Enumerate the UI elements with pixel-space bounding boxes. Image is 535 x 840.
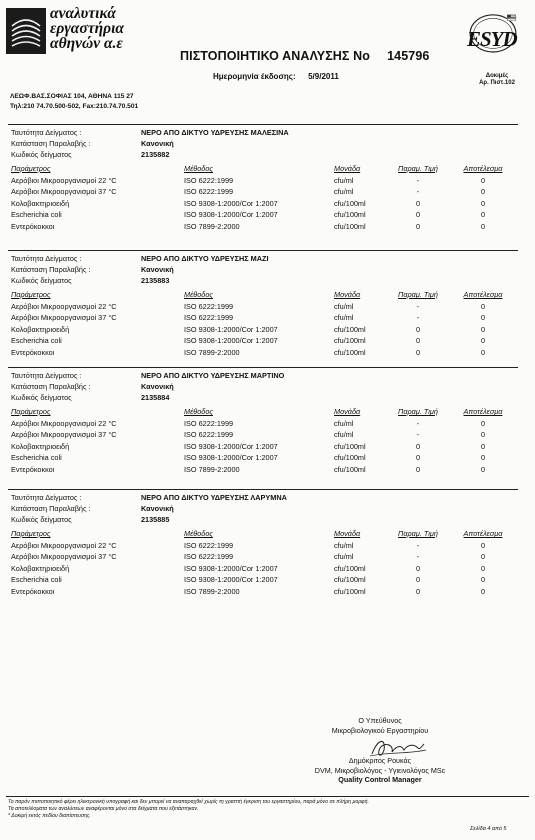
table-row-parameter: Αερόβιοι Μικροοργανισμοί 37 °C <box>11 313 117 323</box>
accreditation-caption <box>462 73 532 87</box>
issue-date-value: 5/9/2011 <box>308 72 339 81</box>
table-row-method: ISO 6222:1999 <box>184 419 234 428</box>
table-row-unit: cfu/ml <box>334 419 354 428</box>
table-row-unit: cfu/ml <box>334 187 354 197</box>
footnote-2: Τα αποτελέσματα των αναλύσεων αναφέρονται μόνο στα δείγματα που εξετάστηκαν. <box>8 806 199 812</box>
table-row-result: 0 <box>480 187 486 197</box>
sample-code-label: Κωδικός δείγματος <box>11 276 72 285</box>
sample-identity-value: ΝΕΡΟ ΑΠΟ ΔΙΚΤΥΟ ΥΔΡΕΥΣΗΣ ΜΑΛΕΣΙΝΑ <box>141 128 289 137</box>
page-number: Σελίδα 4 από 5 <box>470 826 507 832</box>
column-header-method: Μέθοδος <box>184 529 213 538</box>
signatory-name: Δημόκριτος Ρουκάς <box>348 756 412 765</box>
table-row-parameter: Escherichia coli <box>11 453 62 463</box>
table-row-unit: cfu/ml <box>334 552 354 562</box>
company-name <box>50 6 170 51</box>
contact-line: Τηλ:210 74.70.500-502, Fax:210.74.70.501 <box>10 102 139 110</box>
table-row-result: 0 <box>480 302 486 311</box>
sample-code-value: 2135882 <box>141 150 170 159</box>
table-row-result: 0 <box>480 313 486 323</box>
sample-state-value: Κανονική <box>141 265 174 274</box>
sample-identity-value: ΝΕΡΟ ΑΠΟ ΔΙΚΤΥΟ ΥΔΡΕΥΣΗΣ ΜΑΡΤΙΝΟ <box>141 371 285 380</box>
column-header-method: Μέθοδος <box>184 164 213 173</box>
signatory-role: Quality Control Manager <box>338 775 422 784</box>
column-header-limit: Παραμ. Τιμή <box>398 529 438 538</box>
table-row-method: ISO 9308-1:2000/Cor 1:2007 <box>184 563 278 573</box>
table-row-limit: - <box>416 313 420 323</box>
table-row-limit: 0 <box>415 347 421 357</box>
signature-role-line2: Μικροβιολογικού Εργαστηρίου <box>331 725 429 735</box>
table-row-result: 0 <box>480 552 486 562</box>
table-row-unit: cfu/ml <box>334 302 354 311</box>
table-row-result: 0 <box>480 336 486 346</box>
esyd-logo-text: ESYD <box>467 27 517 51</box>
table-row-method: ISO 9308-1:2000/Cor 1:2007 <box>184 336 278 346</box>
table-row-parameter: Κολοβακτηριοειδή <box>11 441 70 451</box>
table-row-unit: cfu/100ml <box>334 575 366 585</box>
sample-code-value: 2135883 <box>141 276 170 285</box>
table-row-unit: cfu/100ml <box>334 324 366 334</box>
issue-date-label: Ημερομηνία έκδοσης: <box>213 72 296 81</box>
table-row-method: ISO 9308-1:2000/Cor 1:2007 <box>184 324 278 334</box>
table-row-result: 0 <box>480 441 486 451</box>
table-row-unit: cfu/ml <box>334 430 354 440</box>
table-row-unit: cfu/100ml <box>334 453 366 463</box>
table-row-method: ISO 6222:1999 <box>184 430 234 440</box>
sample-code-value: 2135885 <box>141 515 170 524</box>
table-row-method: ISO 7899-2:2000 <box>184 221 240 231</box>
column-header-parameter: Παράμετρος <box>11 290 51 299</box>
table-row-parameter: Εντερόκοκκοι <box>11 586 55 596</box>
table-row-method: ISO 6222:1999 <box>184 552 234 562</box>
column-header-unit: Μονάδα <box>334 407 361 416</box>
table-row-result: 0 <box>480 324 486 334</box>
table-row-method: ISO 9308-1:2000/Cor 1:2007 <box>184 441 278 451</box>
certificate-title-text: ΠΙΣΤΟΠΟΙΗΤΙΚΟ ΑΝΑΛΥΣΗΣ Νο <box>180 49 370 63</box>
company-logo-icon <box>6 8 46 54</box>
table-row-result: 0 <box>480 347 486 357</box>
table-row-limit: 0 <box>415 210 421 220</box>
table-row-unit: cfu/100ml <box>334 198 366 208</box>
footnote-3: * Δοκιμή εκτός πεδίου διαπίστευσης. <box>8 813 91 819</box>
table-row-result: 0 <box>480 464 486 474</box>
column-header-parameter: Παράμετρος <box>11 407 51 416</box>
table-row-parameter: Εντερόκοκκοι <box>11 464 55 474</box>
table-row-method: ISO 9308-1:2000/Cor 1:2007 <box>184 210 278 220</box>
column-header-parameter: Παράμετρος <box>11 164 51 173</box>
table-row-result: 0 <box>480 210 486 220</box>
certificate-number: 145796 <box>387 49 430 63</box>
table-row-unit: cfu/ml <box>334 176 354 185</box>
table-row-parameter: Εντερόκοκκοι <box>11 347 55 357</box>
table-row-parameter: Escherichia coli <box>11 336 62 346</box>
column-header-result: Αποτέλεσμα <box>463 164 503 173</box>
table-row-result: 0 <box>480 586 486 596</box>
table-row-limit: 0 <box>415 575 421 585</box>
column-header-limit: Παραμ. Τιμή <box>398 407 438 416</box>
table-row-unit: cfu/ml <box>334 541 354 550</box>
table-row-method: ISO 6222:1999 <box>184 176 234 185</box>
signature-role-line1: Ο Υπεύθυνος <box>358 716 402 725</box>
table-row-parameter: Escherichia coli <box>11 575 62 585</box>
table-row-result: 0 <box>480 453 486 463</box>
table-row-limit: - <box>416 187 420 197</box>
table-row-limit: - <box>416 176 420 185</box>
table-row-method: ISO 6222:1999 <box>184 302 234 311</box>
table-row-parameter: Αερόβιοι Μικροοργανισμοί 22 °C <box>11 176 117 185</box>
column-header-method: Μέθοδος <box>184 290 213 299</box>
signature-block <box>270 716 490 735</box>
sample-section <box>8 367 518 484</box>
signatory-title: DVM, Μικροβιολόγος - Υγιεινολόγος MSc <box>314 765 446 775</box>
footnote-1: Το παρόν πιστοποιητικό φέρει ηλεκτρονική υπογραφή και δεν μπορεί να αναπαραχθεί χωρίς τη γραπτή έγκριση του εργαστηρίου, παρά μόνο σε πλήρη μορφή. <box>8 799 369 805</box>
table-row-unit: cfu/100ml <box>334 441 366 451</box>
column-header-unit: Μονάδα <box>334 164 361 173</box>
table-row-parameter: Αερόβιοι Μικροοργανισμοί 37 °C <box>11 552 117 562</box>
table-row-parameter: Αερόβιοι Μικροοργανισμοί 22 °C <box>11 419 117 428</box>
accreditation-caption-line2: Αρ. Πιστ.102 <box>479 80 515 86</box>
table-row-limit: 0 <box>415 336 421 346</box>
table-row-method: ISO 7899-2:2000 <box>184 586 240 596</box>
sample-state-value: Κανονική <box>141 504 174 513</box>
table-row-result: 0 <box>480 575 486 585</box>
table-row-method: ISO 9308-1:2000/Cor 1:2007 <box>184 198 278 208</box>
sample-state-label: Κατάσταση Παραλαβής : <box>11 382 91 391</box>
footer-divider <box>6 796 529 797</box>
column-header-method: Μέθοδος <box>184 407 213 416</box>
table-row-unit: cfu/100ml <box>334 586 366 596</box>
table-row-limit: - <box>416 430 420 440</box>
table-row-limit: - <box>416 552 420 562</box>
table-row-limit: - <box>416 302 420 311</box>
sample-section <box>8 489 518 606</box>
table-row-limit: 0 <box>415 198 421 208</box>
table-row-parameter: Escherichia coli <box>11 210 62 220</box>
sample-code-label: Κωδικός δείγματος <box>11 150 72 159</box>
company-address <box>10 92 138 111</box>
table-row-result: 0 <box>480 563 486 573</box>
table-row-unit: cfu/ml <box>334 313 354 323</box>
table-row-method: ISO 6222:1999 <box>184 313 234 323</box>
table-row-unit: cfu/100ml <box>334 221 366 231</box>
sample-identity-label: Ταυτότητα Δείγματος : <box>11 128 82 137</box>
table-row-parameter: Αερόβιοι Μικροοργανισμοί 37 °C <box>11 187 117 197</box>
sample-section <box>8 250 518 367</box>
column-header-unit: Μονάδα <box>334 529 361 538</box>
column-header-limit: Παραμ. Τιμή <box>398 290 438 299</box>
table-row-unit: cfu/100ml <box>334 464 366 474</box>
issue-date <box>213 72 339 81</box>
table-row-parameter: Κολοβακτηριοειδή <box>11 563 70 573</box>
sample-identity-value: ΝΕΡΟ ΑΠΟ ΔΙΚΤΥΟ ΥΔΡΕΥΣΗΣ ΛΑΡΥΜΝΑ <box>141 493 287 502</box>
table-row-parameter: Αερόβιοι Μικροοργανισμοί 37 °C <box>11 430 117 440</box>
sample-state-value: Κανονική <box>141 382 174 391</box>
table-row-limit: 0 <box>415 586 421 596</box>
table-row-limit: - <box>416 541 420 550</box>
column-header-limit: Παραμ. Τιμή <box>398 164 438 173</box>
sample-section <box>8 124 518 241</box>
sample-state-label: Κατάσταση Παραλαβής : <box>11 504 91 513</box>
table-row-limit: 0 <box>415 324 421 334</box>
column-header-unit: Μονάδα <box>334 290 361 299</box>
table-row-limit: 0 <box>415 221 421 231</box>
column-header-parameter: Παράμετρος <box>11 529 51 538</box>
table-row-unit: cfu/100ml <box>334 347 366 357</box>
sample-code-label: Κωδικός δείγματος <box>11 515 72 524</box>
table-row-method: ISO 7899-2:2000 <box>184 347 240 357</box>
company-name-line1: αναλυτικά <box>50 5 116 22</box>
sample-identity-label: Ταυτότητα Δείγματος : <box>11 371 82 380</box>
table-row-parameter: Αερόβιοι Μικροοργανισμοί 22 °C <box>11 302 117 311</box>
table-row-result: 0 <box>480 541 486 550</box>
table-row-result: 0 <box>480 430 486 440</box>
table-row-result: 0 <box>480 198 486 208</box>
table-row-limit: - <box>416 419 420 428</box>
signatory <box>270 756 490 785</box>
table-row-unit: cfu/100ml <box>334 563 366 573</box>
table-row-method: ISO 7899-2:2000 <box>184 464 240 474</box>
sample-code-value: 2135884 <box>141 393 170 402</box>
column-header-result: Αποτέλεσμα <box>463 529 503 538</box>
accreditation-caption-line1: Δοκιμές <box>485 73 509 79</box>
certificate-title <box>180 49 429 63</box>
company-name-line2: εργαστήρια <box>50 20 124 37</box>
table-row-unit: cfu/100ml <box>334 210 366 220</box>
table-row-method: ISO 6222:1999 <box>184 541 234 550</box>
sample-state-value: Κανονική <box>141 139 174 148</box>
table-row-result: 0 <box>480 221 486 231</box>
sample-identity-value: ΝΕΡΟ ΑΠΟ ΔΙΚΤΥΟ ΥΔΡΕΥΣΗΣ ΜΑΖΙ <box>141 254 269 263</box>
table-row-parameter: Κολοβακτηριοειδή <box>11 198 70 208</box>
table-row-parameter: Κολοβακτηριοειδή <box>11 324 70 334</box>
company-name-line3: αθηνών α.ε <box>50 35 123 52</box>
table-row-limit: 0 <box>415 464 421 474</box>
sample-identity-label: Ταυτότητα Δείγματος : <box>11 254 82 263</box>
table-row-limit: 0 <box>415 563 421 573</box>
table-row-limit: 0 <box>415 453 421 463</box>
sample-code-label: Κωδικός δείγματος <box>11 393 72 402</box>
sample-state-label: Κατάσταση Παραλαβής : <box>11 139 91 148</box>
table-row-limit: 0 <box>415 441 421 451</box>
table-row-method: ISO 6222:1999 <box>184 187 234 197</box>
table-row-result: 0 <box>480 419 486 428</box>
table-row-result: 0 <box>480 176 486 185</box>
sample-identity-label: Ταυτότητα Δείγματος : <box>11 493 82 502</box>
address-line: ΛΕΩΦ.ΒΑΣ.ΣΟΦΙΑΣ 104, ΑΘΗΝΑ 115 27 <box>10 93 134 100</box>
table-row-unit: cfu/100ml <box>334 336 366 346</box>
table-row-method: ISO 9308-1:2000/Cor 1:2007 <box>184 575 278 585</box>
table-row-parameter: Εντερόκοκκοι <box>11 221 55 231</box>
table-row-parameter: Αερόβιοι Μικροοργανισμοί 22 °C <box>11 541 117 550</box>
column-header-result: Αποτέλεσμα <box>463 290 503 299</box>
sample-state-label: Κατάσταση Παραλαβής : <box>11 265 91 274</box>
column-header-result: Αποτέλεσμα <box>463 407 503 416</box>
table-row-method: ISO 9308-1:2000/Cor 1:2007 <box>184 453 278 463</box>
